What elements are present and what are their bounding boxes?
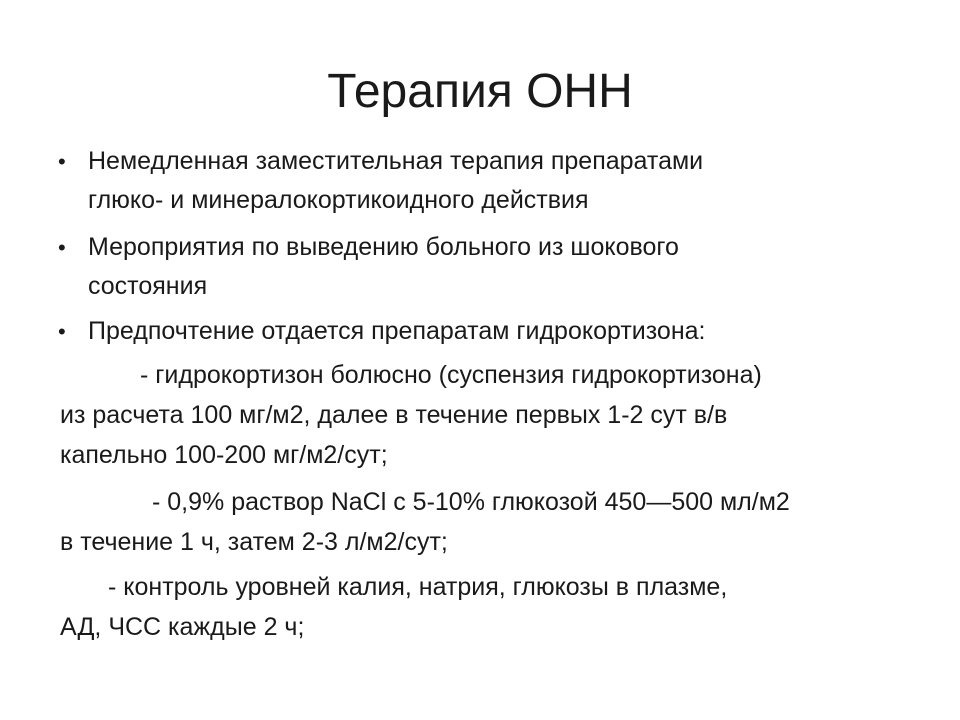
bullet-dot-icon: •	[58, 149, 66, 174]
therapy-step: - 0,9% раствор NaCl с 5-10% глюкозой 450—500 мл/м2 в течение 1 ч, затем 2-3 л/м2/сут;	[60, 488, 790, 556]
bullet-item	[58, 142, 908, 220]
bullet-item	[58, 312, 908, 351]
slide-title: Терапия ОНН	[327, 65, 633, 118]
therapy-step: - гидрокортизон болюсно (суспензия гидрокортизона) из расчета 100 мг/м2, далее в течение первых 1-2 сут в/в капельно 100-200 мг/м2/сут;	[60, 361, 762, 469]
bullet-text: Немедленная заместительная терапия препаратами глюко- и минералокортикоидного действия	[88, 147, 704, 214]
bullet-item	[58, 228, 908, 306]
bullet-dot-icon: •	[58, 319, 66, 344]
therapy-step: - контроль уровней калия, натрия, глюкозы в плазме, АД, ЧСС каждые 2 ч;	[60, 573, 728, 641]
bullet-dot-icon: •	[58, 235, 66, 260]
bullet-text: Предпочтение отдается препаратам гидрокортизона:	[88, 317, 706, 345]
bullet-text: Мероприятия по выведению больного из шокового состояния	[88, 233, 679, 300]
